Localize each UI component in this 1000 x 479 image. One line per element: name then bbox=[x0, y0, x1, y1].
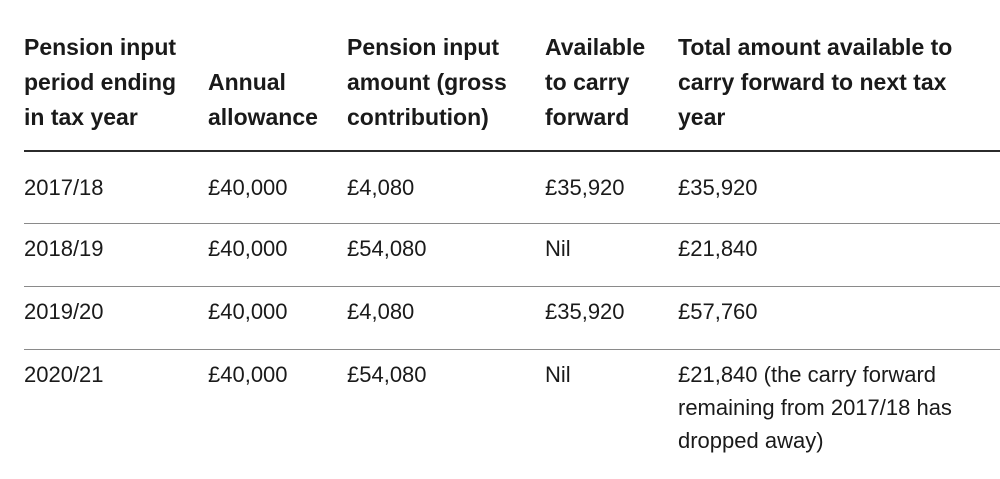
cell-total-available: £35,920 bbox=[678, 175, 758, 200]
cell-available: £35,920 bbox=[545, 299, 625, 324]
table-row bbox=[24, 152, 1000, 224]
cell-available: £35,920 bbox=[545, 175, 625, 200]
table-header-row bbox=[24, 0, 1000, 152]
cell-annual-allowance: £40,000 bbox=[208, 175, 288, 200]
header-available-carry-forward: Available to carry forward bbox=[545, 34, 646, 130]
carry-forward-table bbox=[24, 0, 1000, 479]
cell-available: Nil bbox=[545, 236, 571, 261]
table-row bbox=[24, 350, 1000, 479]
cell-input-amount: £54,080 bbox=[347, 236, 427, 261]
header-total-available: Total amount available to carry forward to next tax year bbox=[678, 34, 953, 130]
table-row bbox=[24, 287, 1000, 350]
cell-tax-year: 2017/18 bbox=[24, 175, 104, 200]
cell-total-available: £57,760 bbox=[678, 299, 758, 324]
cell-annual-allowance: £40,000 bbox=[208, 299, 288, 324]
cell-tax-year: 2020/21 bbox=[24, 362, 104, 387]
cell-total-available: £21,840 (the carry forward remaining from 2017/18 has dropped away) bbox=[678, 362, 952, 453]
cell-tax-year: 2019/20 bbox=[24, 299, 104, 324]
table-row bbox=[24, 224, 1000, 287]
cell-annual-allowance: £40,000 bbox=[208, 362, 288, 387]
header-annual-allowance: Annual allowance bbox=[208, 69, 318, 130]
cell-annual-allowance: £40,000 bbox=[208, 236, 288, 261]
cell-available: Nil bbox=[545, 362, 571, 387]
cell-input-amount: £4,080 bbox=[347, 299, 415, 324]
cell-input-amount: £4,080 bbox=[347, 175, 415, 200]
cell-total-available: £21,840 bbox=[678, 236, 758, 261]
header-pension-input-period: Pension input period ending in tax year bbox=[24, 34, 177, 130]
cell-input-amount: £54,080 bbox=[347, 362, 427, 387]
header-pension-input-amount: Pension input amount (gross contribution) bbox=[347, 34, 507, 130]
cell-tax-year: 2018/19 bbox=[24, 236, 104, 261]
